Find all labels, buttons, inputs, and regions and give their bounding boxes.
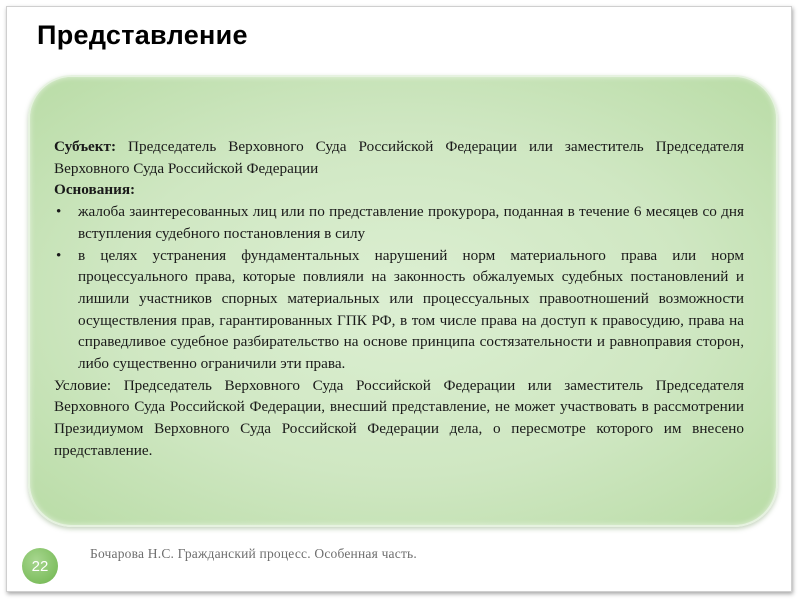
slide-number-badge: 22 — [22, 548, 58, 584]
grounds-list — [54, 201, 744, 375]
condition-paragraph: Условие: Председатель Верховного Суда Российской Федерации или заместитель Председателя Верховного Суда Российской Федерации, внесший представление, не может участвовать в рассмотрении Президиумом Верховного Суда Российской Федерации дела, о пересмотре которого им внесено представление. — [54, 376, 744, 459]
bullet-icon: • — [56, 246, 62, 264]
subject-label: Субъект: — [54, 138, 117, 155]
footer-caption: Бочарова Н.С. Гражданский процесс. Особенная часть. — [90, 546, 417, 561]
ground-text: в целях устранения фундаментальных нарушений норм материального права или норм процессуального права, которые повлияли на законность обжалуемых судебных постановлений и лишили участников спорных материальных или процессуальных правоотношений возможности осуществления прав, гарантированных ГПК РФ, в том числе права на доступ к правосудию, права на справедливое судебное разбирательство на основе принципа состязательности и равноправия сторон, либо существенно ограничили эти права. — [78, 246, 744, 373]
slide-title: Представление — [37, 20, 248, 50]
grounds-label: Основания: — [54, 181, 136, 199]
list-item — [54, 245, 744, 375]
subject-text: Председатель Верховного Суда Российской Федерации или заместитель Председателя Верховного Суда Российской Федерации — [54, 138, 744, 177]
ground-text: жалоба заинтересованных лиц или по представление прокурора, поданная в течение 6 месяцев со дня вступления судебного постановления в силу — [78, 203, 744, 242]
content-text — [54, 136, 744, 462]
bullet-icon: • — [56, 203, 62, 221]
list-item — [54, 201, 744, 244]
subject-paragraph — [54, 136, 744, 179]
